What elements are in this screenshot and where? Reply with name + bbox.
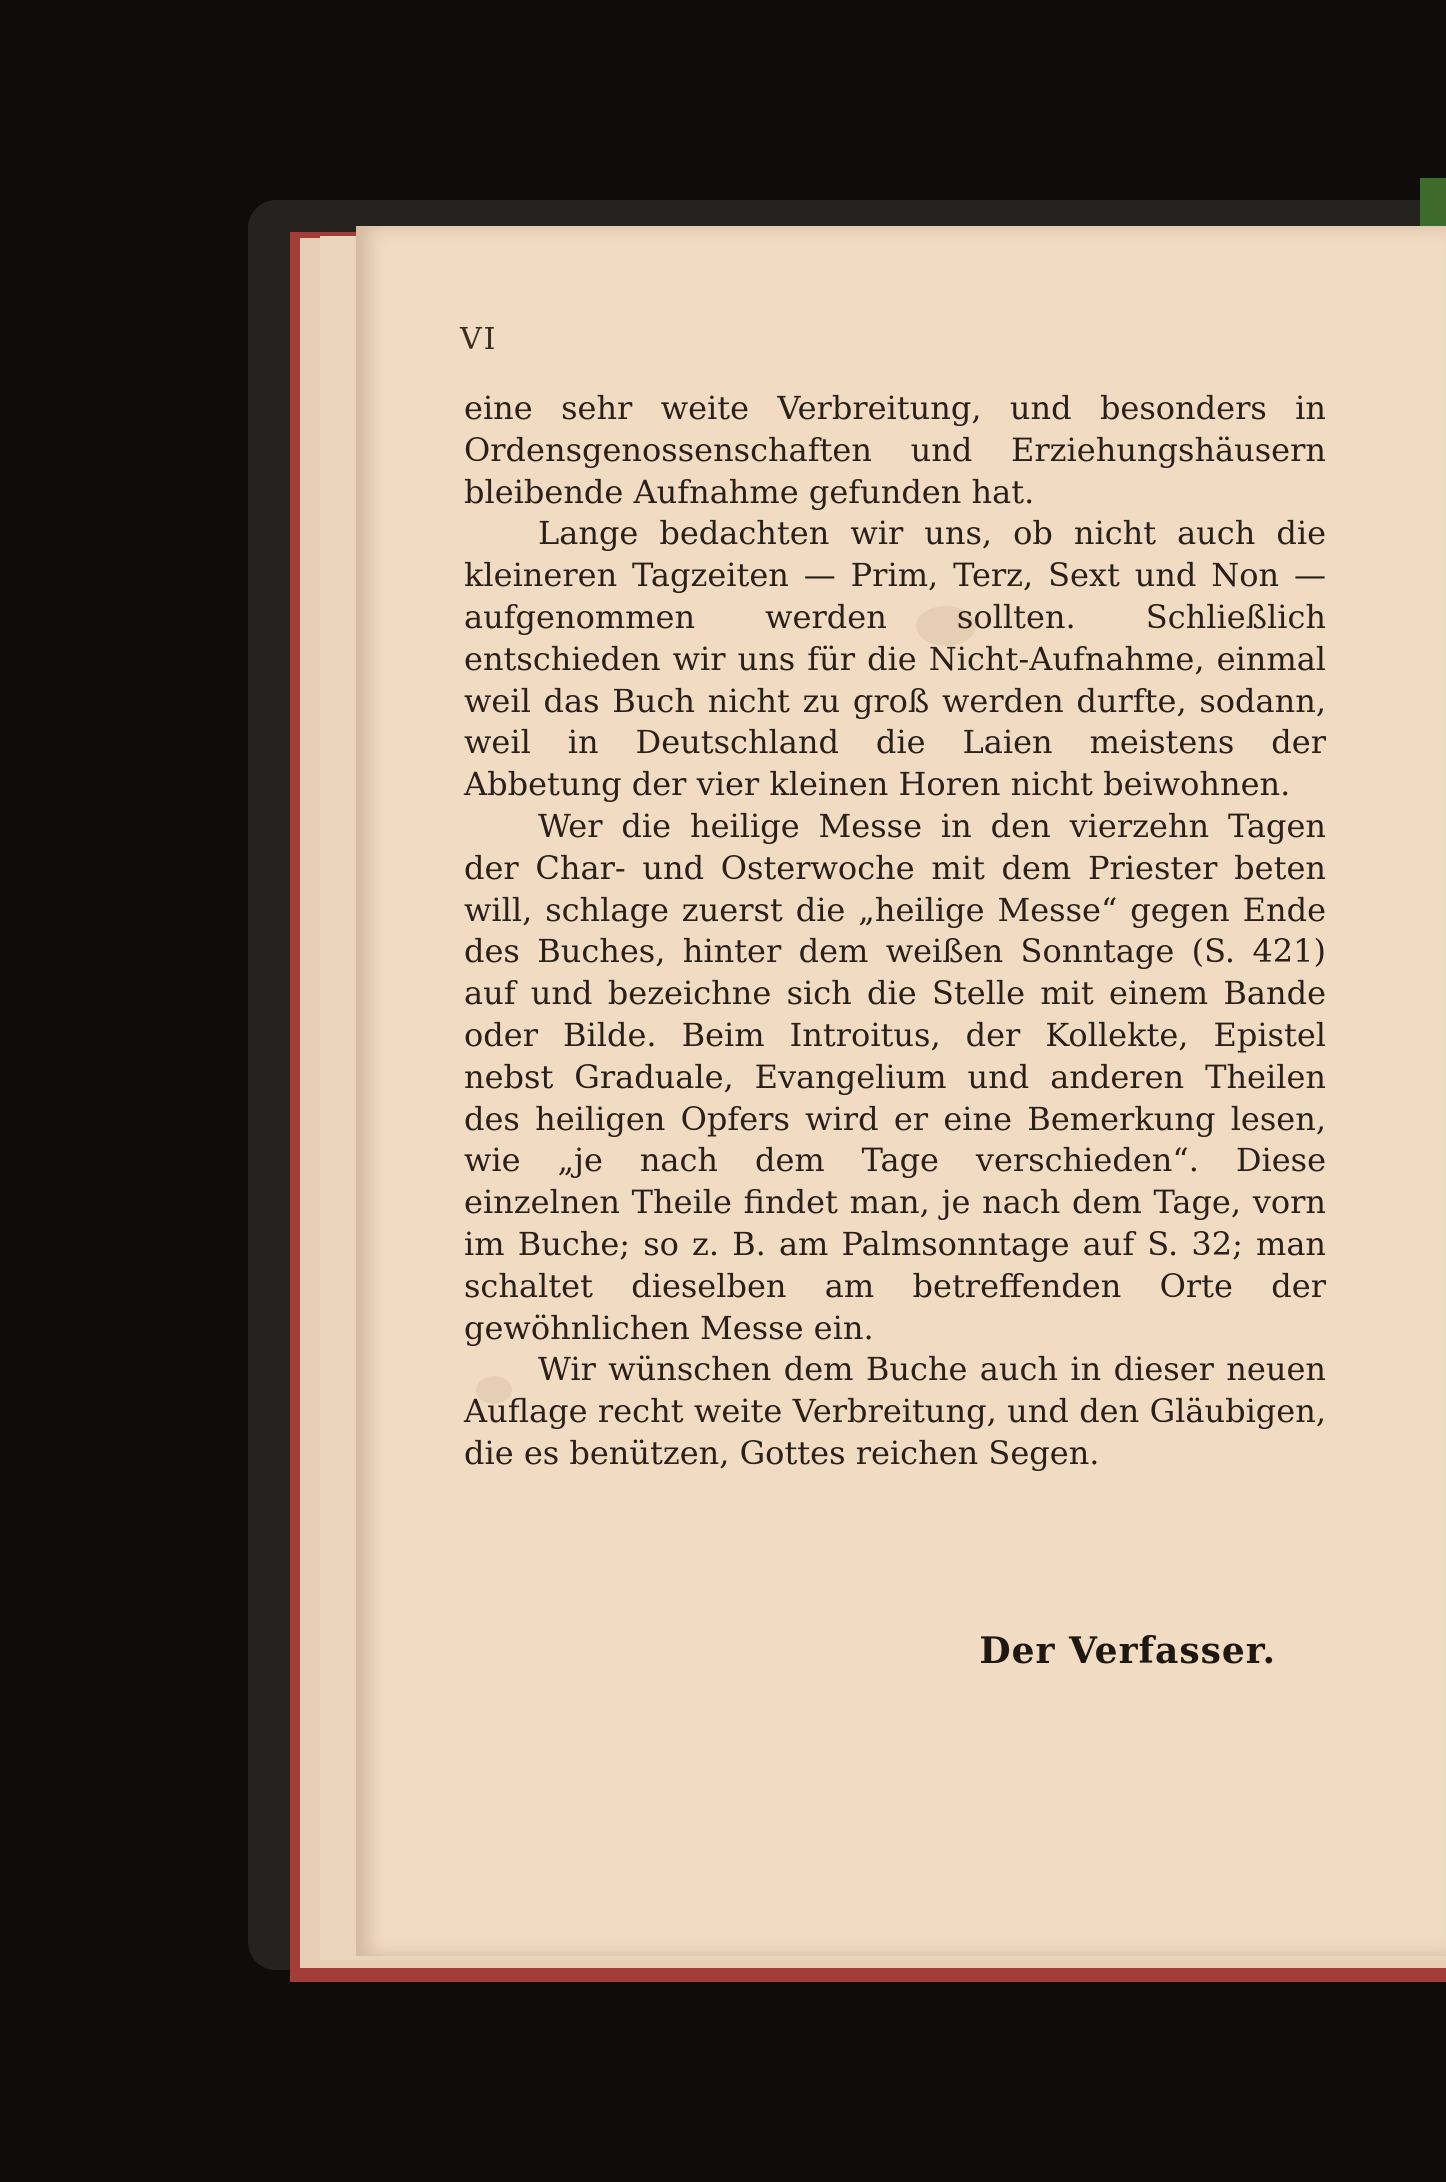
paragraph: eine sehr weite Verbreitung, und besonders in Ordensgenossenschaften und Erziehungshäusern bleibende Aufnahme gefunden hat. [464,389,1326,511]
paragraph: Wir wünschen dem Buche auch in dieser neuen Auflage recht weite Verbreitung, und den Gläubigen, die es benützen, Gottes reichen Segen. [464,1350,1326,1472]
page-number: VI [460,322,498,357]
paragraph: Lange bedachten wir uns, ob nicht auch die kleineren Tagzeiten — Prim, Terz, Sext und Non — aufgenommen werden sollten. Schließlich entschieden wir uns für die Nicht-Aufnahme, einmal weil das Buch nicht zu groß werden durfte, sodann, weil in Deutschland die Laien meistens der Abbetung der vier kleinen Horen nicht beiwohnen. [464,514,1326,804]
signature: Der Verfasser. [979,1630,1276,1672]
paragraph: Wer die heilige Messe in den vierzehn Tagen der Char- und Osterwoche mit dem Priester beten will, schlage zuerst die „heilige Messe“ gegen Ende des Buches, hinter dem weißen Sonntage (S. 421) auf und bezeichne sich die Stelle mit einem Bande oder Bilde. Beim Introitus, der Kollekte, Epistel nebst Graduale, Evangelium und anderen Theilen des heiligen Opfers wird er eine Bemerkung lesen, wie „je nach dem Tage verschieden“. Diese einzelnen Theile findet man, je nach dem Tage, vorn im Buche; so z. B. am Palmsonntage auf S. 32; man schaltet dieselben am betreffenden Orte der gewöhnlichen Messe ein. [464,806,1326,1347]
body-text [464,388,1326,1475]
